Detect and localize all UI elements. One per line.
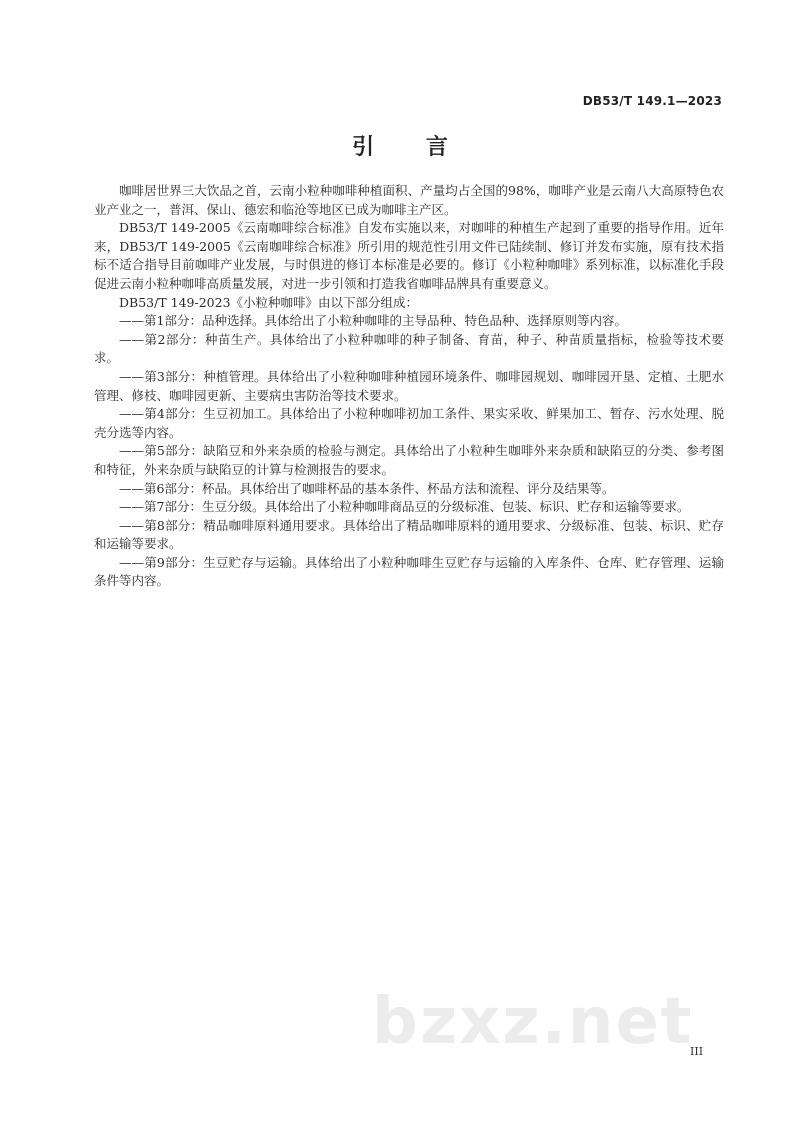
document-code: DB53/T 149.1—2023 [582, 94, 722, 108]
introduction-body [94, 182, 724, 591]
paragraph-part-4: ——第4部分：生豆初加工。具体给出了小粒种咖啡初加工条件、果实采收、鲜果加工、暂存、污水处理、脱壳分选等内容。 [94, 406, 724, 440]
paragraph: DB53/T 149-2005《云南咖啡综合标准》自发布实施以来，对咖啡的种植生产起到了重要的指导作用。近年来，DB53/T 149-2005《云南咖啡综合标准》所引用的规范性引用文件已陆续制、修订并发布实施，原有技术指标不适合指导目前咖啡产业发展，与时俱进的修订本标准是必要的。修订《小粒种咖啡》系列标准，以标准化手段促进云南小粒种咖啡高质量发展，对进一步引领和打造我省咖啡品牌具有重要意义。 [94, 220, 724, 291]
paragraph-part-2: ——第2部分：种苗生产。具体给出了小粒种咖啡的种子制备、育苗，种子、种苗质量指标，检验等技术要求。 [94, 331, 724, 366]
paragraph-part-6: ——第6部分：杯品。具体给出了咖啡杯品的基本条件、杯品方法和流程、评分及结果等。 [119, 480, 615, 496]
paragraph-part-1: ——第1部分：品种选择。具体给出了小粒种咖啡的主导品种、特色品种、选择原则等内容。 [119, 313, 627, 329]
watermark: bzxz.net [372, 985, 694, 1059]
paragraph-part-8: ——第8部分：精品咖啡原料通用要求。具体给出了精品咖啡原料的通用要求、分级标准、包装、标识、贮存和运输等要求。 [94, 517, 724, 552]
paragraph-part-9: ——第9部分：生豆贮存与运输。具体给出了小粒种咖啡生豆贮存与运输的入库条件、仓库、贮存管理、运输条件等内容。 [94, 554, 724, 589]
page-number: III [690, 1045, 704, 1058]
page-title: 引 言 [352, 135, 470, 160]
paragraph-part-7: ——第7部分：生豆分级。具体给出了小粒种咖啡商品豆的分级标准、包装、标识、贮存和运输等要求。 [119, 499, 690, 515]
paragraph-part-3: ——第3部分：种植管理。具体给出了小粒种咖啡种植园环境条件、咖啡园规划、咖啡园开垦、定植、土肥水管理、修枝、咖啡园更新、主要病虫害防治等技术要求。 [94, 368, 724, 403]
paragraph: 咖啡居世界三大饮品之首，云南小粒种咖啡种植面积、产量均占全国的98%，咖啡产业是云南八大高原特色农业产业之一，普洱、保山、德宏和临沧等地区已成为咖啡主产区。 [94, 183, 724, 217]
paragraph-part-5: ——第5部分：缺陷豆和外来杂质的检验与测定。具体给出了小粒种生咖啡外来杂质和缺陷豆的分类、参考图和特征，外来杂质与缺陷豆的计算与检测报告的要求。 [94, 443, 724, 477]
paragraph: DB53/T 149-2023《小粒种咖啡》由以下部分组成： [119, 294, 419, 310]
